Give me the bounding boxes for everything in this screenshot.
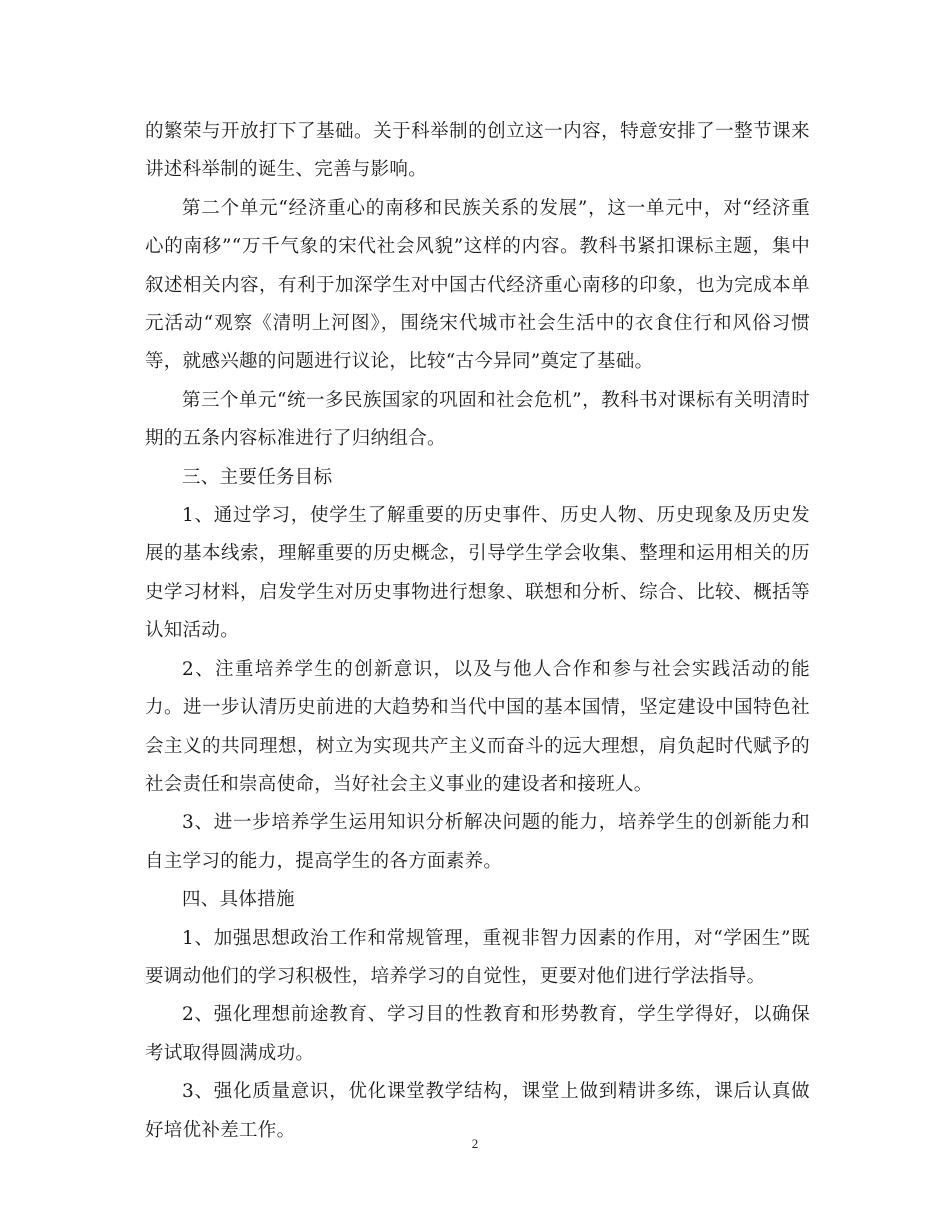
goal-item-2: 2、注重培养学生的创新意识，以及与他人合作和参与社会实践活动的能力。进一步认清历史前进的大趋势和当代中国的基本国情，坚定建设中国特色社会主义的共同理想，树立为实现共产主义而奋斗的远大理想，肩负起时代赋予的社会责任和崇高使命，当好社会主义事业的建设者和接班人。 [145,658,810,795]
document-body [145,113,810,1150]
measure-item-1: 1、加强思想政治工作和常规管理，重视非智力因素的作用，对“学困生”既要调动他们的学习积极性，培养学习的自觉性，更要对他们进行学法指导。 [145,927,810,987]
paragraph-unit-three: 第三个单元“统一多民族国家的巩固和社会危机”，教科书对课标有关明清时期的五条内容标准进行了归纳组合。 [145,389,810,450]
measure-item-2: 2、强化理想前途教育、学习目的性教育和形势教育，学生学得好，以确保考试取得圆满成功。 [145,1004,810,1064]
measure-item-3: 3、强化质量意识，优化课堂教学结构，课堂上做到精讲多练，课后认真做好培优补差工作。 [145,1081,810,1141]
section-heading-main-goals: 三、主要任务目标 [182,466,333,488]
goal-item-1: 1、通过学习，使学生了解重要的历史事件、历史人物、历史现象及历史发展的基本线索，理解重要的历史概念，引导学生学会收集、整理和运用相关的历史学习材料，启发学生对历史事物进行想象、联想和分析、综合、比较、概括等认知活动。 [145,505,810,642]
section-heading-measures: 四、具体措施 [182,889,295,911]
paragraph-continuation: 的繁荣与开放打下了基础。关于科举制的创立这一内容，特意安排了一整节课来讲述科举制的诞生、完善与影响。 [145,121,810,181]
goal-item-3: 3、进一步培养学生运用知识分析解决问题的能力，培养学生的创新能力和自主学习的能力，提高学生的各方面素养。 [145,812,810,872]
page-number: 2 [471,1136,479,1151]
paragraph-unit-two: 第二个单元“经济重心的南移和民族关系的发展”，这一单元中，对“经济重心的南移”“万千气象的宋代社会风貌”这样的内容。教科书紧扣课标主题，集中叙述相关内容，有利于加深学生对中国古代经济重心南移的印象，也为完成本单元活动“观察《清明上河图》，围绕宋代城市社会生活中的衣食住行和风俗习惯等，就感兴趣的问题进行议论，比较“古今异同”奠定了基础。 [145,197,810,373]
